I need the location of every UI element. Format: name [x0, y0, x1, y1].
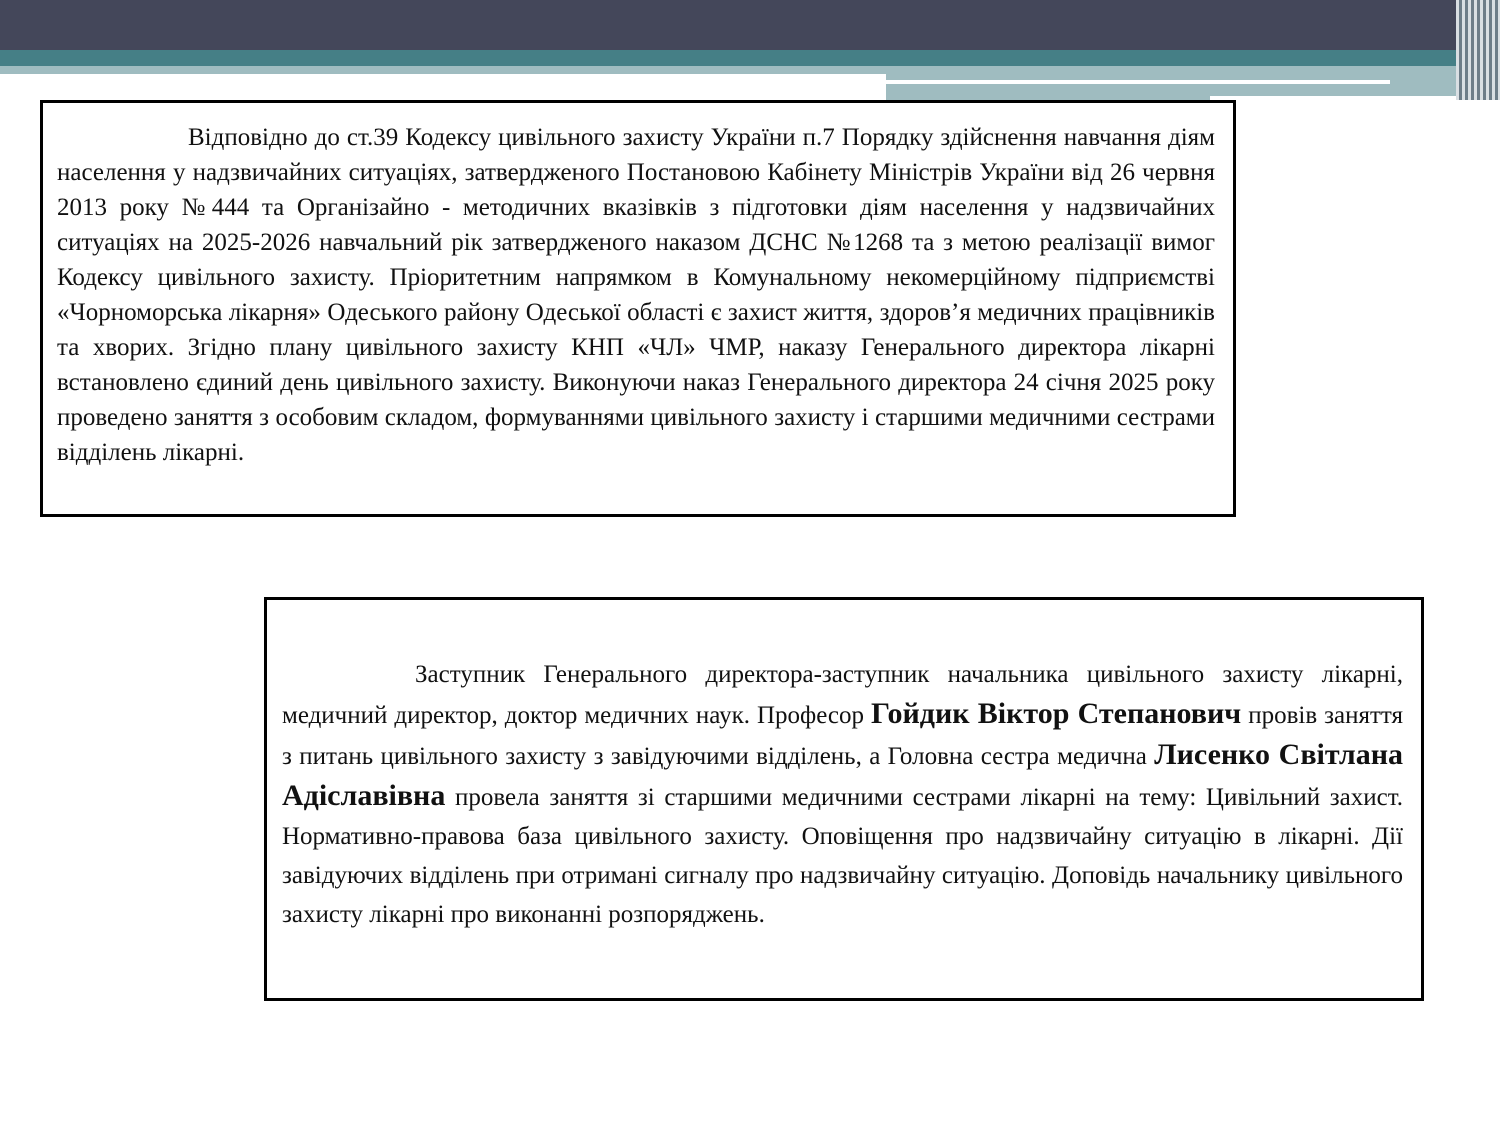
instructor-name-2: Лисенко Світлана Адіславівна: [282, 738, 1403, 812]
details-paragraph: [282, 655, 1403, 934]
details-text-part-2: провів заняття з питань цивільного захисту з завідуючими відділень, а Головна сестра медична: [282, 702, 1403, 770]
header-stripes: [1456, 0, 1500, 100]
header-teal-band: [0, 50, 1500, 66]
details-text-part-3: провела заняття зі старшими медичними сестрами лікарні на тему: Цивільний захист. Нормативно-правова база цивільного захисту. Оповіщення про надзвичайну ситуацію в лікарні. Дії завідуючих відділень при отримані сигналу про надзвичайну ситуацію. Доповідь начальнику цивільного захисту лікарні про виконанні розпоряджень.: [282, 784, 1403, 928]
header-white-line-short: [1210, 96, 1476, 100]
header-white-line: [886, 80, 1390, 84]
text-box-details: [264, 597, 1424, 1001]
instructor-name-1: Гойдик Віктор Степанович: [871, 697, 1242, 730]
header-light-band-left: [0, 66, 886, 74]
header-dark-band: [0, 0, 1500, 50]
intro-paragraph: Відповідно до ст.39 Кодексу цивільного захисту України п.7 Порядку здійснення навчання діям населення у надзвичайних ситуаціях, затвердженого Постановою Кабінету Міністрів України від 26 червня 2013 року №444 та Організайно - методичних вказівків з підготовки діям населення у надзвичайних ситуаціях на 2025-2026 навчальний рік затвердженого наказом ДСНС №1268 та з метою реалізації вимог Кодексу цивільного захисту. Пріоритетним напрямком в Комунальному некомерційному підприємстві «Чорноморська лікарня» Одеського району Одеської області є захист життя, здоров’я медичних працівників та хворих. Згідно плану цивільного захисту КНП «ЧЛ» ЧМР, наказу Генерального директора лікарні встановлено єдиний день цивільного захисту. Виконуючи наказ Генерального директора 24 січня 2025 року проведено заняття з особовим складом, формуваннями цивільного захисту і старшими медичними сестрами відділень лікарні.: [57, 124, 1215, 466]
details-text-part-1: Заступник Генерального директора-заступник начальника цивільного захисту лікарні, медичний директор, доктор медичних наук. Професор: [282, 661, 1403, 729]
text-box-intro: [40, 100, 1236, 517]
